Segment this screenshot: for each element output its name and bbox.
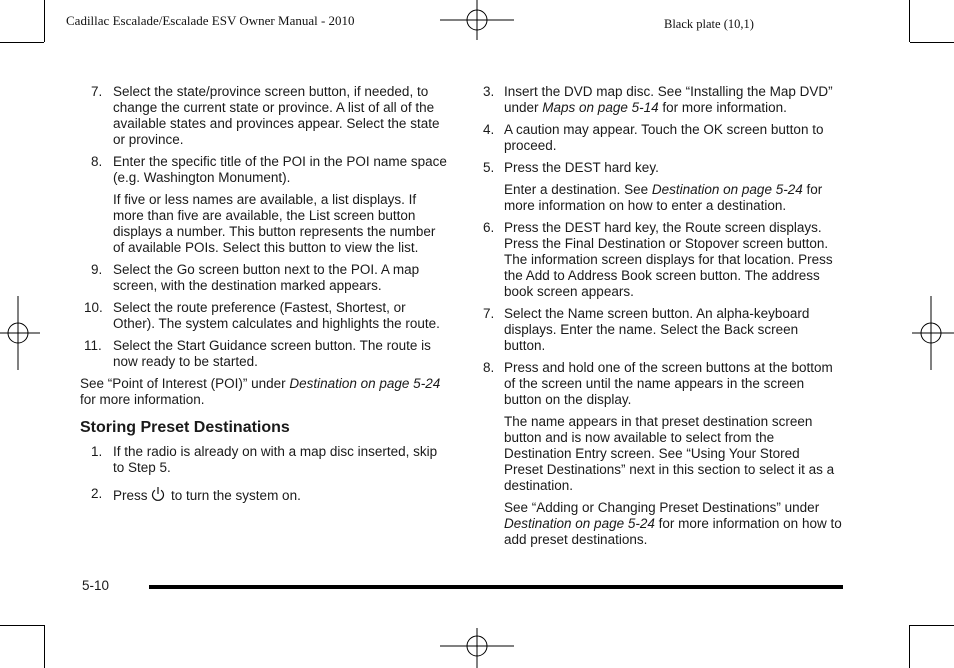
list-item — [480, 360, 842, 408]
registration-mark-top — [440, 0, 514, 40]
registration-mark-bottom — [440, 628, 514, 668]
step-text: Press the DEST hard key. — [504, 160, 659, 175]
manual-title: Cadillac Escalade/Escalade ESV Owner Manual - 2010 — [66, 13, 355, 28]
page-reference-link[interactable]: Destination on page 5-24 — [651, 182, 803, 197]
see-reference — [80, 376, 450, 408]
registration-mark-right — [912, 296, 954, 370]
step-text: Select the Name screen button. An alpha-keyboard displays. Enter the name. Select the Back screen button. — [504, 306, 810, 353]
see-text: See “Point of Interest (POI)” under — [80, 376, 290, 391]
step-text-pre: Enter a destination. See — [504, 182, 652, 197]
crop-mark — [909, 0, 910, 42]
step-number: 10. — [84, 300, 103, 315]
step-text-pre: Press — [113, 488, 152, 503]
step-text-post: for more information. — [658, 100, 787, 115]
step-text: Press the DEST hard key, the Route screen displays. Press the Final Destination or Stopover screen button. The information screen displays for that location. Press the Add to Address Book screen button. The address book screen appears. — [504, 220, 833, 299]
list-item — [80, 486, 450, 504]
section-heading: Storing Preset Destinations — [80, 419, 290, 436]
right-column — [480, 84, 842, 554]
list-item — [480, 84, 842, 116]
crop-mark — [44, 625, 45, 668]
crop-mark — [0, 625, 44, 626]
list-item — [480, 160, 842, 176]
page-reference-link[interactable]: Destination on page 5-24 — [504, 516, 655, 531]
plate-label: Black plate (10,1) — [664, 17, 754, 31]
footer-rule — [149, 585, 843, 589]
step-text-post: for more information on how to add preset destinations. — [504, 516, 842, 547]
crop-mark — [910, 42, 954, 43]
step-text: Select the route preference (Fastest, Shortest, or Other). The system calculates and highlights the route. — [113, 300, 440, 331]
step-number: 7. — [91, 84, 103, 99]
step-text-pre: Insert the DVD map disc. See “Installing the Map DVD” under — [504, 84, 833, 115]
step-text: Enter the specific title of the POI in the POI name space (e.g. Washington Monument). — [113, 154, 447, 185]
page-reference-link[interactable]: Destination on page 5-24 — [289, 376, 441, 391]
step-text: Press and hold one of the screen buttons at the bottom of the screen until the name appears in the screen button on the display. — [504, 360, 833, 407]
step-number: 5. — [483, 160, 495, 175]
list-item — [480, 122, 842, 154]
list-item — [80, 444, 450, 476]
step-text: Select the Go screen button next to the POI. A map screen, with the destination marked appears. — [113, 262, 420, 293]
step-number: 8. — [483, 360, 495, 375]
list-item — [80, 300, 450, 332]
list-item — [480, 220, 842, 300]
step-number: 2. — [91, 486, 103, 501]
step-text-post: for more information on how to enter a destination. — [504, 182, 823, 213]
step-text — [504, 84, 842, 116]
step-number: 8. — [91, 154, 103, 169]
step-number: 6. — [483, 220, 495, 235]
step-continuation: If five or less names are available, a list displays. If more than five are available, the List screen button displays a number. This button represents the number of available POIs. Select this button to view the list. — [113, 192, 436, 255]
step-text: Select the state/province screen button, if needed, to change the current state or province. A list of all of the available states and provinces appear. Select the state or province. — [113, 84, 440, 147]
registration-mark-left — [0, 296, 40, 370]
crop-mark — [909, 625, 910, 668]
page-number: 5-10 — [82, 578, 110, 593]
step-continuation — [504, 182, 842, 214]
step-text: A caution may appear. Touch the OK screen button to proceed. — [504, 122, 824, 153]
list-item — [80, 262, 450, 294]
list-item — [480, 306, 842, 354]
step-text: Select the Start Guidance screen button. The route is now ready to be started. — [113, 338, 431, 369]
see-text: for more information. — [80, 392, 205, 407]
step-number: 3. — [483, 84, 495, 99]
step-number: 1. — [91, 444, 103, 459]
step-text-post: to turn the system on. — [167, 488, 301, 503]
page-reference-link[interactable]: Maps on page 5-14 — [542, 100, 659, 115]
step-number: 4. — [483, 122, 495, 137]
step-text-pre: See “Adding or Changing Preset Destinations” under — [504, 500, 820, 515]
step-text: If the radio is already on with a map disc inserted, skip to Step 5. — [113, 444, 438, 475]
step-number: 11. — [84, 338, 102, 353]
crop-mark — [910, 625, 954, 626]
step-text — [113, 486, 450, 504]
step-continuation — [504, 500, 842, 548]
left-column — [80, 84, 450, 510]
step-number: 7. — [483, 306, 495, 321]
list-item — [80, 154, 450, 186]
list-item — [80, 84, 450, 148]
step-continuation: The name appears in that preset destination screen button and is now available to select from the Destination Entry screen. See “Using Your Stored Preset Destinations” next in this section to select it as a destination. — [504, 414, 835, 493]
crop-mark — [44, 0, 45, 42]
crop-mark — [0, 42, 44, 43]
power-icon — [151, 486, 165, 502]
step-number: 9. — [91, 262, 103, 277]
list-item — [80, 338, 450, 370]
